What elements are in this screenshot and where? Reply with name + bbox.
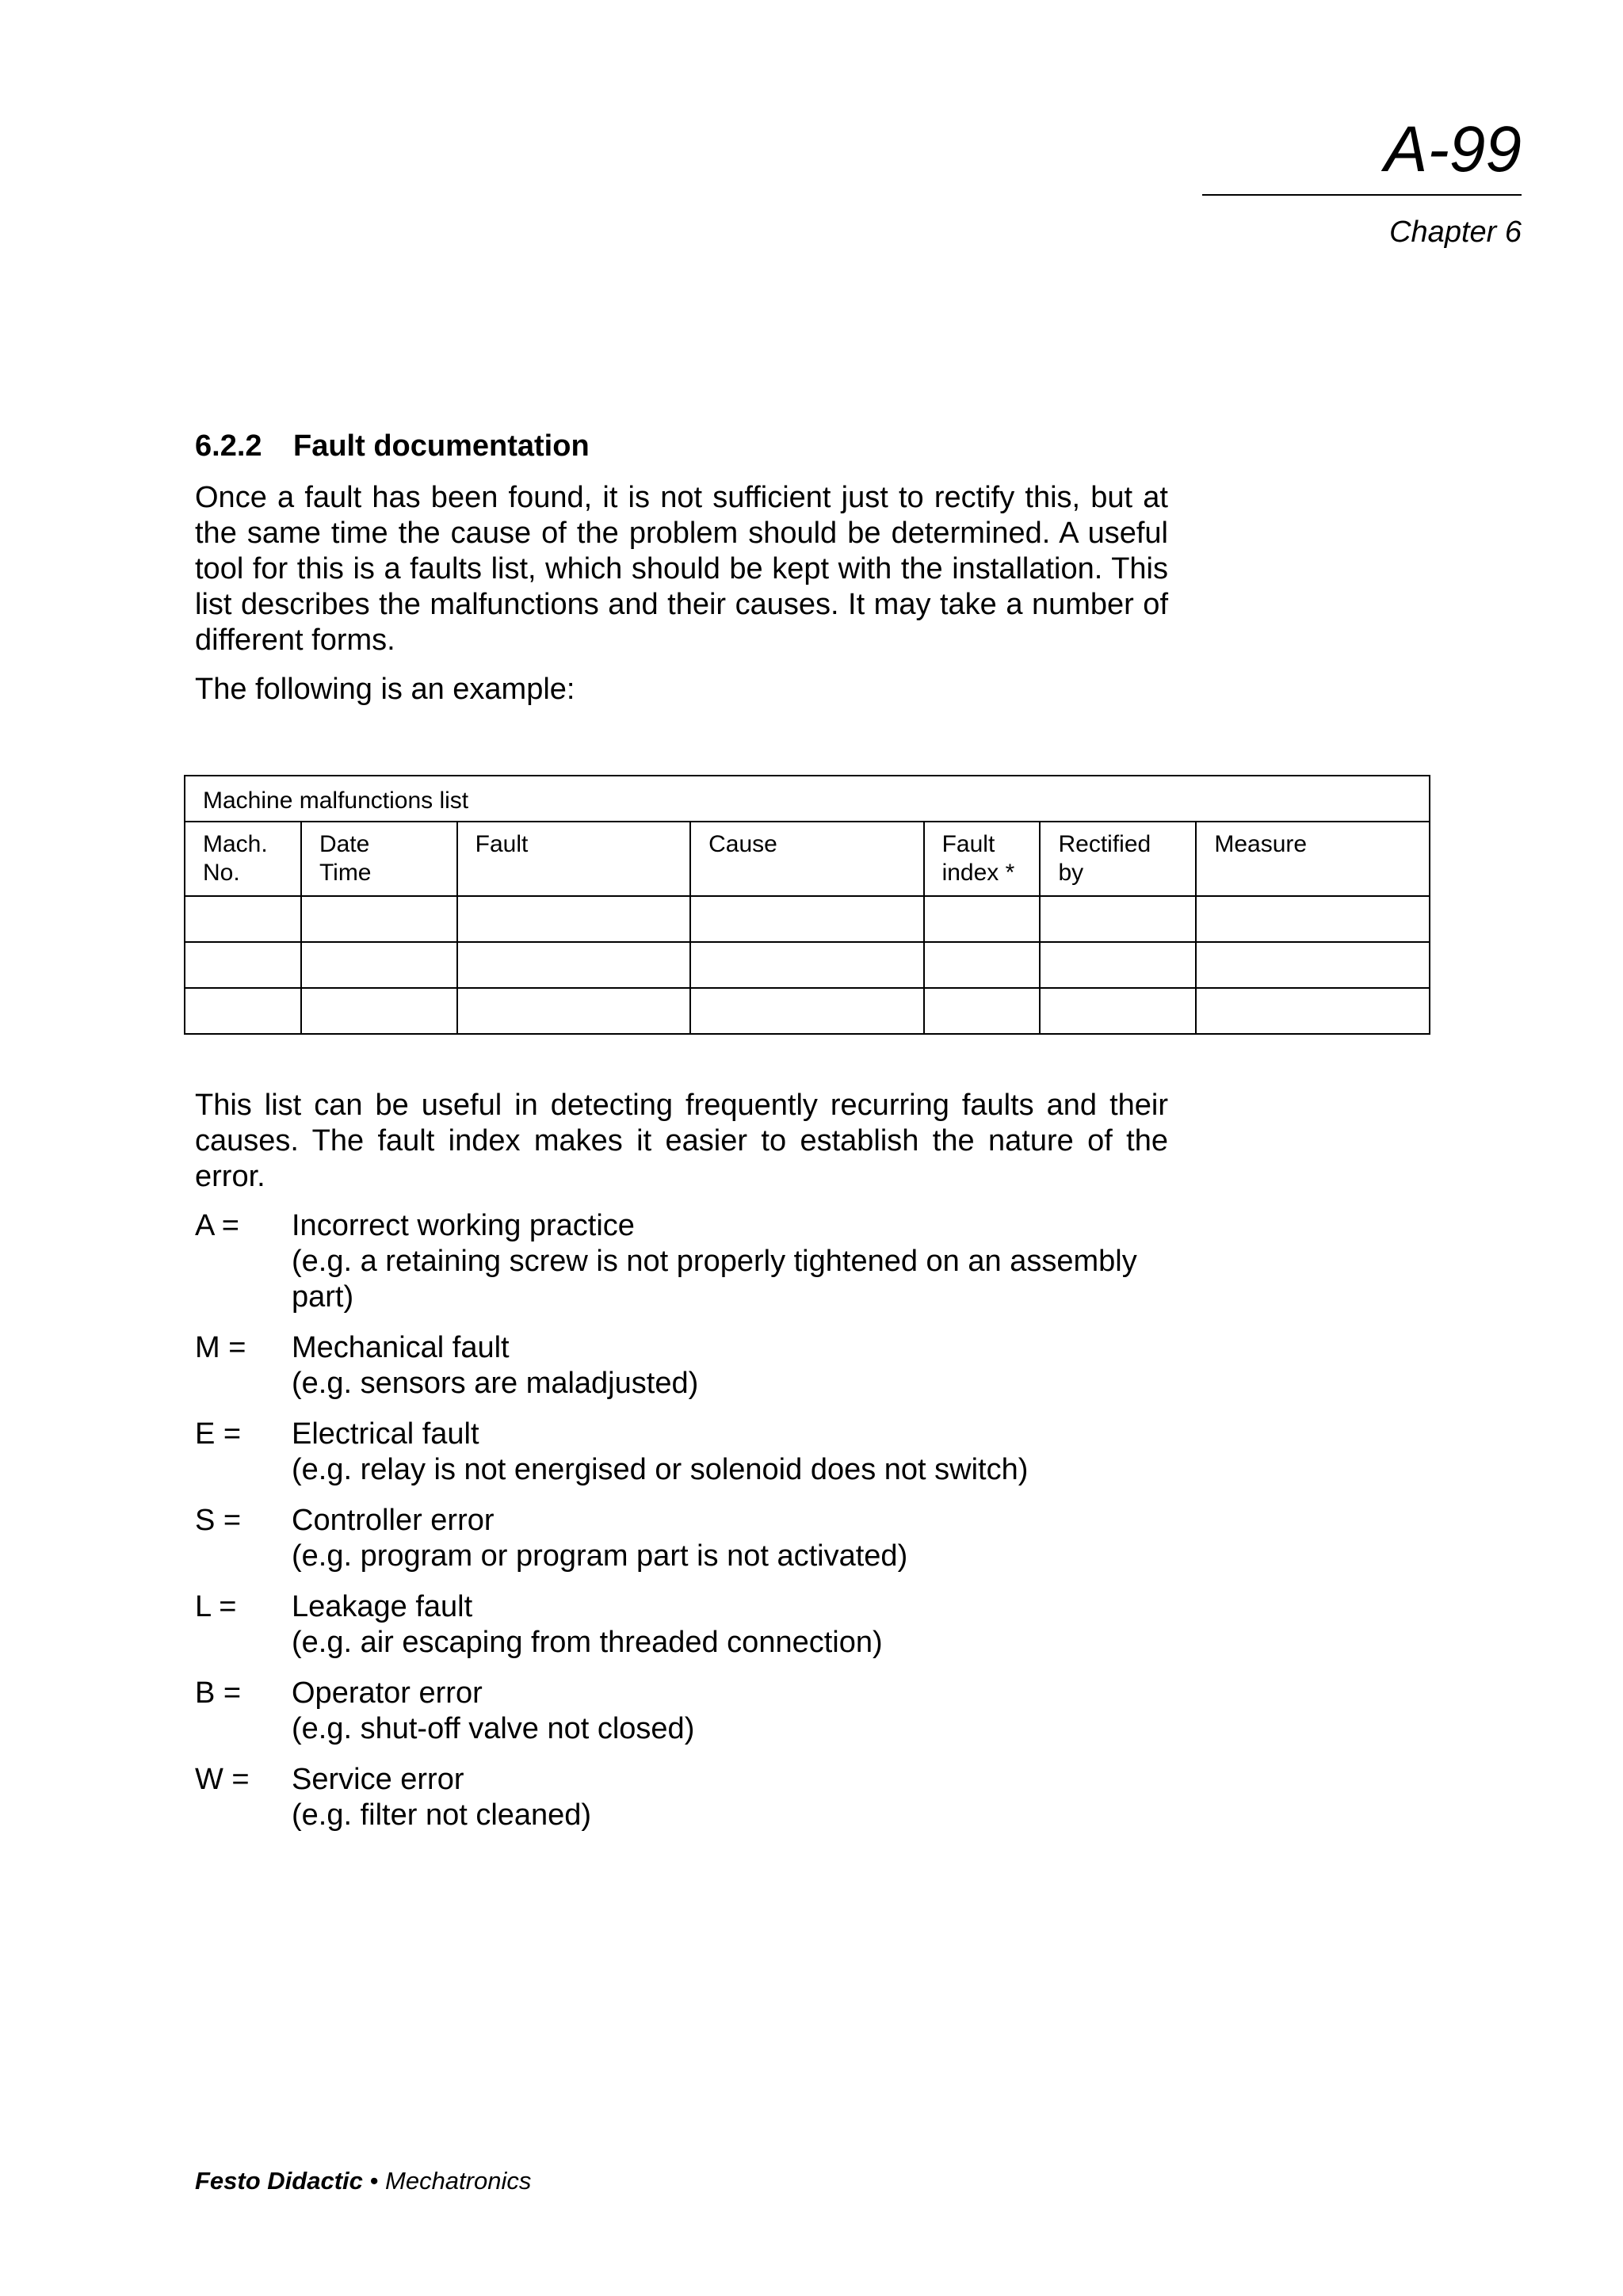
table-row (185, 942, 1430, 988)
fault-index-code: A = (195, 1209, 239, 1242)
table-caption-row (185, 776, 1430, 822)
column-header-measure: Measure (1196, 822, 1430, 896)
fault-index-code: L = (195, 1590, 237, 1623)
table-cell (1040, 942, 1196, 988)
example-intro: The following is an example: (195, 673, 575, 706)
chapter-label: Chapter 6 (1389, 215, 1522, 249)
table-cell (301, 896, 457, 942)
list-item (195, 1503, 1168, 1574)
table-cell (924, 988, 1041, 1034)
list-item (195, 1330, 1168, 1402)
list-item (195, 1676, 1168, 1747)
fault-index-description: Controller error (e.g. program or program part is not activated) (292, 1504, 908, 1573)
fault-index-list (195, 1208, 1168, 1848)
fault-index-description: Incorrect working practice (e.g. a retaining screw is not properly tightened on an assembly part) (292, 1209, 1137, 1314)
column-header-date-time: Date Time (301, 822, 457, 896)
table-cell (924, 942, 1041, 988)
table-cell (690, 988, 923, 1034)
section-number: 6.2.2 (195, 429, 262, 463)
fault-index-description: Leakage fault (e.g. air escaping from threaded connection) (292, 1590, 883, 1659)
table-cell (457, 942, 690, 988)
table-cell (1196, 942, 1430, 988)
column-header-fault: Fault (457, 822, 690, 896)
column-header-cause: Cause (690, 822, 923, 896)
list-item (195, 1208, 1168, 1315)
table-cell (301, 988, 457, 1034)
table-header-row (185, 822, 1430, 896)
fault-index-description: Electrical fault (e.g. relay is not energised or solenoid does not switch) (292, 1417, 1029, 1486)
table-cell (185, 988, 301, 1034)
footer-publisher: Festo Didactic (195, 2167, 363, 2195)
table-row (185, 896, 1430, 942)
page-number: A-99 (1384, 113, 1522, 185)
table-cell (457, 896, 690, 942)
fault-index-code: E = (195, 1417, 242, 1451)
list-item (195, 1589, 1168, 1661)
section-heading (195, 429, 1168, 464)
list-item (195, 1417, 1168, 1488)
fault-index-description: Operator error (e.g. shut-off valve not closed) (292, 1676, 695, 1745)
header-rule (1202, 194, 1522, 196)
explanation-paragraph: This list can be useful in detecting frequently recurring faults and their causes. The fault index makes it easier to establish the nature of the error. (195, 1089, 1168, 1193)
malfunction-table (184, 775, 1430, 1035)
column-header-mach-no: Mach. No. (185, 822, 301, 896)
table-cell (690, 942, 923, 988)
table-row (185, 988, 1430, 1034)
table-cell (1196, 896, 1430, 942)
intro-paragraph: Once a fault has been found, it is not sufficient just to rectify this, but at the same time the cause of the problem should be determined. A useful tool for this is a faults list, which should be kept with the installation. This list describes the malfunctions and their causes. It may take a number of different forms. (195, 481, 1168, 657)
column-header-rectified-by: Rectified by (1040, 822, 1196, 896)
table-cell (1040, 988, 1196, 1034)
table-cell (1196, 988, 1430, 1034)
list-item (195, 1762, 1168, 1833)
table-cell (1040, 896, 1196, 942)
table-cell (690, 896, 923, 942)
table-cell (185, 942, 301, 988)
fault-index-code: S = (195, 1504, 242, 1537)
fault-index-description: Mechanical fault (e.g. sensors are maladjusted) (292, 1331, 699, 1400)
table-cell (924, 896, 1041, 942)
fault-index-code: B = (195, 1676, 242, 1710)
fault-index-code: W = (195, 1763, 250, 1796)
footer-title: Mechatronics (385, 2167, 532, 2195)
table-cell (457, 988, 690, 1034)
table-cell (185, 896, 301, 942)
footer-separator: • (369, 2167, 379, 2195)
fault-index-description: Service error (e.g. filter not cleaned) (292, 1763, 592, 1832)
column-header-fault-index: Fault index * (924, 822, 1041, 896)
page-footer (195, 2167, 531, 2195)
table-caption: Machine malfunctions list (185, 776, 1430, 822)
section-title: Fault documentation (293, 429, 590, 463)
fault-index-code: M = (195, 1331, 246, 1364)
table-cell (301, 942, 457, 988)
